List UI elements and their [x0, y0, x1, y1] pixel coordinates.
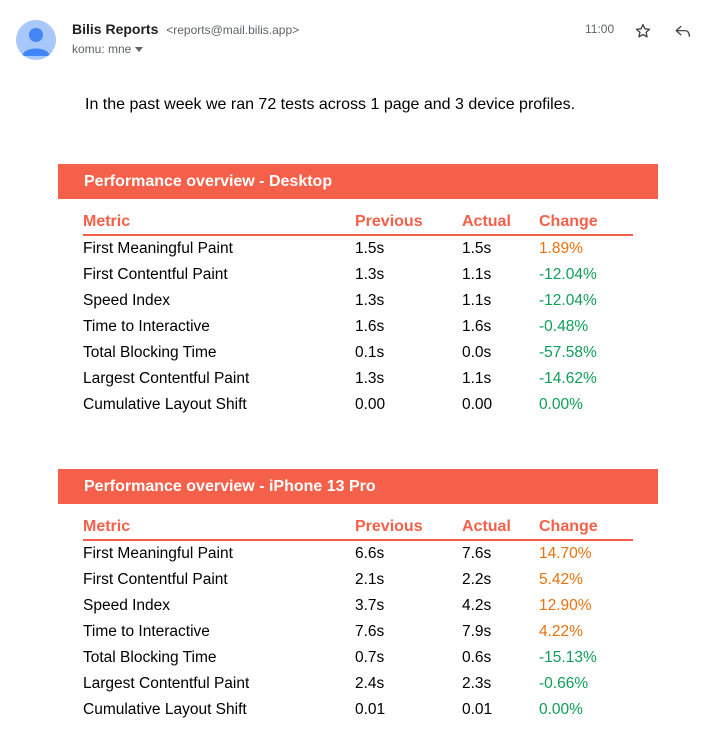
previous-cell: 1.3s: [355, 370, 385, 387]
change-cell: 0.00%: [539, 396, 583, 413]
metric-cell: Largest Contentful Paint: [83, 370, 250, 387]
change-cell: 0.00%: [539, 701, 583, 718]
metric-cell: Time to Interactive: [83, 318, 210, 335]
recipient-dropdown[interactable]: [72, 42, 143, 56]
previous-cell: 0.1s: [355, 344, 385, 361]
metric-cell: First Contentful Paint: [83, 571, 228, 588]
metric-cell: First Meaningful Paint: [83, 240, 233, 257]
table-row: [83, 645, 633, 671]
section-title: Performance overview - iPhone 13 Pro: [58, 469, 658, 504]
actual-cell: 1.1s: [462, 370, 492, 387]
change-cell: -15.13%: [539, 649, 597, 666]
email-header: [0, 0, 717, 70]
table-row: [83, 392, 633, 418]
reply-button[interactable]: [672, 20, 694, 42]
metric-cell: Time to Interactive: [83, 623, 210, 640]
column-header-actual: Actual: [462, 516, 539, 540]
actual-cell: 1.1s: [462, 266, 492, 283]
table-row: [83, 540, 633, 567]
metric-cell: First Meaningful Paint: [83, 545, 233, 562]
previous-cell: 1.6s: [355, 318, 385, 335]
change-cell: 12.90%: [539, 597, 592, 614]
change-cell: 14.70%: [539, 545, 592, 562]
table-row: [83, 288, 633, 314]
actual-cell: 1.6s: [462, 318, 492, 335]
actual-cell: 2.2s: [462, 571, 492, 588]
column-header-previous: Previous: [355, 516, 462, 540]
change-cell: -14.62%: [539, 370, 597, 387]
metric-cell: Cumulative Layout Shift: [83, 701, 247, 718]
table-row: [83, 593, 633, 619]
column-header-metric: Metric: [83, 211, 355, 235]
table-row: [83, 235, 633, 262]
column-header-change: Change: [539, 211, 633, 235]
metrics-table: [83, 211, 633, 418]
table-row: [83, 340, 633, 366]
metric-cell: First Contentful Paint: [83, 266, 228, 283]
sender-name[interactable]: Bilis Reports: [72, 21, 159, 37]
actual-cell: 0.6s: [462, 649, 492, 666]
change-cell: -57.58%: [539, 344, 597, 361]
table-row: [83, 671, 633, 697]
table-row: [83, 314, 633, 340]
previous-cell: 2.4s: [355, 675, 385, 692]
metrics-table: [83, 516, 633, 723]
table-header-row: [83, 516, 633, 540]
change-cell: 5.42%: [539, 571, 583, 588]
section-title: Performance overview - Desktop: [58, 164, 658, 199]
actual-cell: 0.0s: [462, 344, 492, 361]
column-header-change: Change: [539, 516, 633, 540]
metric-cell: Largest Contentful Paint: [83, 675, 250, 692]
previous-cell: 1.5s: [355, 240, 385, 257]
iphone-section: [58, 469, 658, 723]
change-cell: -0.66%: [539, 675, 589, 692]
change-cell: -12.04%: [539, 266, 597, 283]
caret-down-icon: [135, 47, 143, 52]
actual-cell: 2.3s: [462, 675, 492, 692]
actual-cell: 0.00: [462, 396, 493, 413]
actual-cell: 1.5s: [462, 240, 492, 257]
timestamp: 11:00: [585, 22, 615, 36]
table-header-row: [83, 211, 633, 235]
actual-cell: 7.9s: [462, 623, 492, 640]
table-row: [83, 262, 633, 288]
table-row: [83, 697, 633, 723]
recipient-label: komu: mne: [72, 42, 132, 56]
previous-cell: 7.6s: [355, 623, 385, 640]
change-cell: -12.04%: [539, 292, 597, 309]
previous-cell: 1.3s: [355, 266, 385, 283]
column-header-previous: Previous: [355, 211, 462, 235]
previous-cell: 0.7s: [355, 649, 385, 666]
column-header-actual: Actual: [462, 211, 539, 235]
metric-cell: Speed Index: [83, 597, 171, 614]
metric-cell: Speed Index: [83, 292, 171, 309]
change-cell: 4.22%: [539, 623, 583, 640]
actual-cell: 7.6s: [462, 545, 492, 562]
change-cell: 1.89%: [539, 240, 583, 257]
previous-cell: 6.6s: [355, 545, 385, 562]
sender-email: <reports@mail.bilis.app>: [166, 23, 300, 37]
table-row: [83, 619, 633, 645]
previous-cell: 1.3s: [355, 292, 385, 309]
actual-cell: 4.2s: [462, 597, 492, 614]
metric-cell: Cumulative Layout Shift: [83, 396, 247, 413]
table-row: [83, 567, 633, 593]
previous-cell: 0.00: [355, 396, 386, 413]
reply-icon: [674, 22, 692, 40]
intro-text: In the past week we ran 72 tests across 1 page and 3 device profiles.: [85, 96, 576, 113]
previous-cell: 2.1s: [355, 571, 385, 588]
desktop-section: [58, 164, 658, 418]
person-icon[interactable]: [16, 20, 56, 60]
change-cell: -0.48%: [539, 318, 589, 335]
actual-cell: 0.01: [462, 701, 493, 718]
metric-cell: Total Blocking Time: [83, 344, 217, 361]
star-icon: [634, 22, 652, 40]
star-button[interactable]: [632, 20, 654, 42]
actual-cell: 1.1s: [462, 292, 492, 309]
previous-cell: 3.7s: [355, 597, 385, 614]
column-header-metric: Metric: [83, 516, 355, 540]
sender-line: [72, 21, 299, 37]
previous-cell: 0.01: [355, 701, 386, 718]
metric-cell: Total Blocking Time: [83, 649, 217, 666]
table-row: [83, 366, 633, 392]
